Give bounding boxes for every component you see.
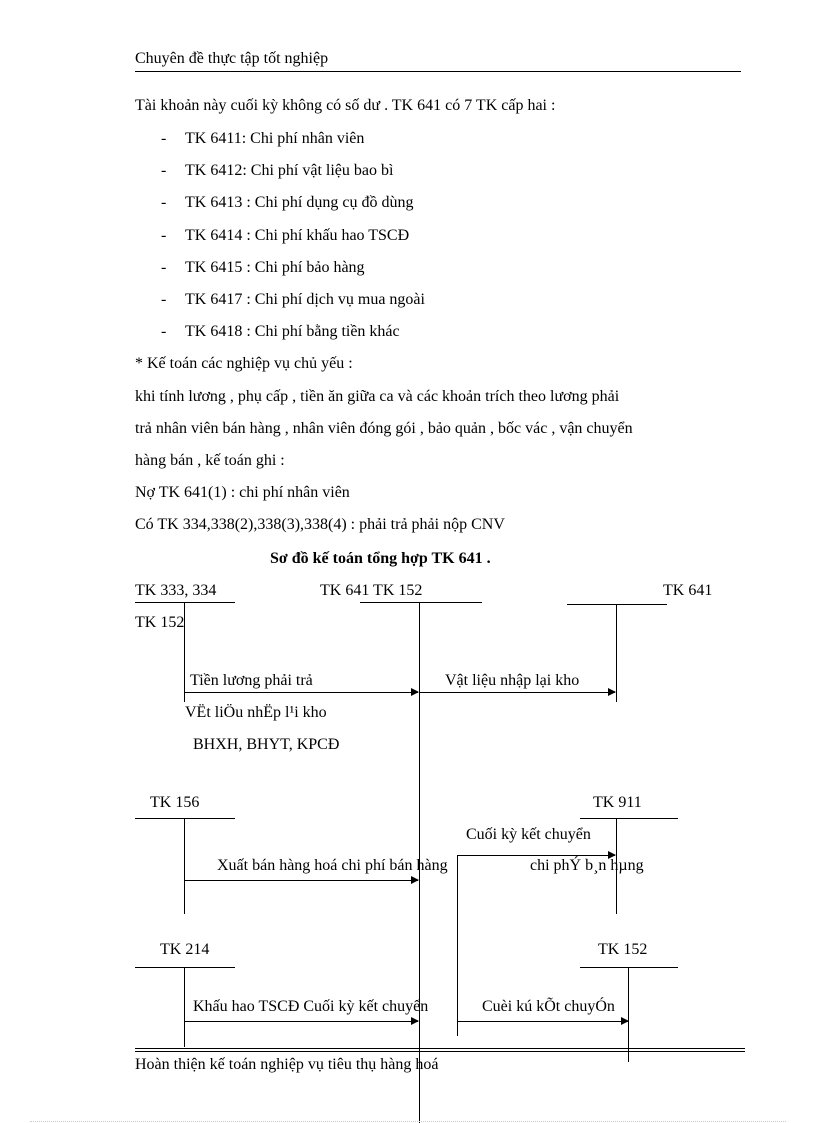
footer-rule-bottom	[135, 1051, 745, 1052]
connector-line	[457, 855, 458, 1036]
diagram-title: Sơ đồ kế toán tổng hợp TK 641 .	[270, 550, 491, 567]
list-bullet: -	[161, 130, 167, 147]
t-account-stem	[616, 604, 617, 702]
list-item: TK 6411: Chi phí nhân viên	[185, 130, 365, 147]
t-account-bar	[580, 818, 678, 819]
account-label-911: TK 911	[593, 794, 642, 811]
page-header-title: Chuyên đề thực tập tốt nghiệp	[135, 50, 329, 67]
list-bullet: -	[161, 162, 167, 179]
list-bullet: -	[161, 259, 167, 276]
t-account-bar	[135, 602, 235, 603]
header-rule	[135, 71, 741, 72]
t-account-bar	[135, 818, 235, 819]
flow-arrow	[457, 855, 615, 856]
flow-arrow	[420, 692, 615, 693]
t-account-bar	[580, 967, 678, 968]
entry-credit: Có TK 334,338(2),338(3),338(4) : phải trả phải nộp CNV	[135, 516, 505, 533]
list-item: TK 6418 : Chi phí bằng tiền khác	[185, 323, 400, 340]
t-account-bar	[360, 602, 482, 603]
list-item: TK 6415 : Chi phí bảo hàng	[185, 259, 365, 276]
flow-arrow	[185, 880, 418, 881]
account-label-152-right: TK 152	[598, 941, 648, 958]
t-account-stem	[184, 967, 185, 1047]
paragraph-line: khi tính lương , phụ cấp , tiền ăn giữa ca và các khoản trích theo lương phải	[135, 388, 620, 405]
t-account-bar	[135, 967, 235, 968]
list-bullet: -	[161, 323, 167, 340]
account-label-152-left: TK 152	[135, 614, 185, 631]
flow-label-closing: Cuối kỳ kết chuyển	[466, 826, 591, 843]
account-label-641-152: TK 641 TK 152	[320, 582, 423, 599]
section-title: * Kế toán các nghiệp vụ chủ yếu :	[135, 355, 353, 372]
flow-label-salary: Tiền lương phải trả	[190, 672, 313, 689]
flow-label-garbled: VËt liÖu nhËp l¹i kho	[185, 704, 327, 721]
t-account-stem	[184, 602, 185, 702]
flow-label-depreciation: Khấu hao TSCĐ Cuối kỳ kết chuyển	[193, 998, 429, 1015]
account-label-641-right: TK 641	[663, 582, 713, 599]
entry-debit: Nợ TK 641(1) : chi phí nhân viên	[135, 484, 350, 501]
list-bullet: -	[161, 194, 167, 211]
account-label-156: TK 156	[150, 794, 200, 811]
t-account-stem	[184, 818, 185, 914]
footer-rule-top	[135, 1048, 745, 1049]
flow-arrow	[185, 1021, 418, 1022]
paragraph-line: hàng bán , kế toán ghi :	[135, 452, 285, 469]
intro-text: Tài khoản này cuối kỳ không có số dư . TK 641 có 7 TK cấp hai :	[135, 97, 556, 114]
list-item: TK 6414 : Chi phí khấu hao TSCĐ	[185, 227, 410, 244]
account-label-214: TK 214	[160, 941, 210, 958]
account-label-333-334: TK 333, 334	[135, 582, 217, 599]
flow-label-garbled: chi phÝ b¸n hµng	[530, 857, 644, 874]
flow-label-materials-return: Vật liệu nhập lại kho	[445, 672, 580, 689]
flow-label-sale: Xuất bán hàng hoá chi phí bán hàng	[217, 857, 448, 874]
page-bottom-dotted-line	[30, 1121, 786, 1122]
t-account-bar	[567, 604, 667, 605]
flow-label-insurance: BHXH, BHYT, KPCĐ	[193, 736, 340, 753]
list-bullet: -	[161, 227, 167, 244]
page-footer-title: Hoàn thiện kế toán nghiệp vụ tiêu thụ hàng hoá	[135, 1056, 439, 1073]
list-item: TK 6412: Chi phí vật liệu bao bì	[185, 162, 394, 179]
list-item: TK 6413 : Chi phí dụng cụ đồ dùng	[185, 194, 414, 211]
flow-label-garbled: Cuèi kú kÕt chuyÓn	[482, 998, 615, 1015]
flow-arrow	[458, 1021, 628, 1022]
list-item: TK 6417 : Chi phí dịch vụ mua ngoài	[185, 291, 425, 308]
list-bullet: -	[161, 291, 167, 308]
flow-arrow	[185, 692, 418, 693]
paragraph-line: trả nhân viên bán hàng , nhân viên đóng gói , bảo quản , bốc vác , vận chuyển	[135, 420, 633, 437]
